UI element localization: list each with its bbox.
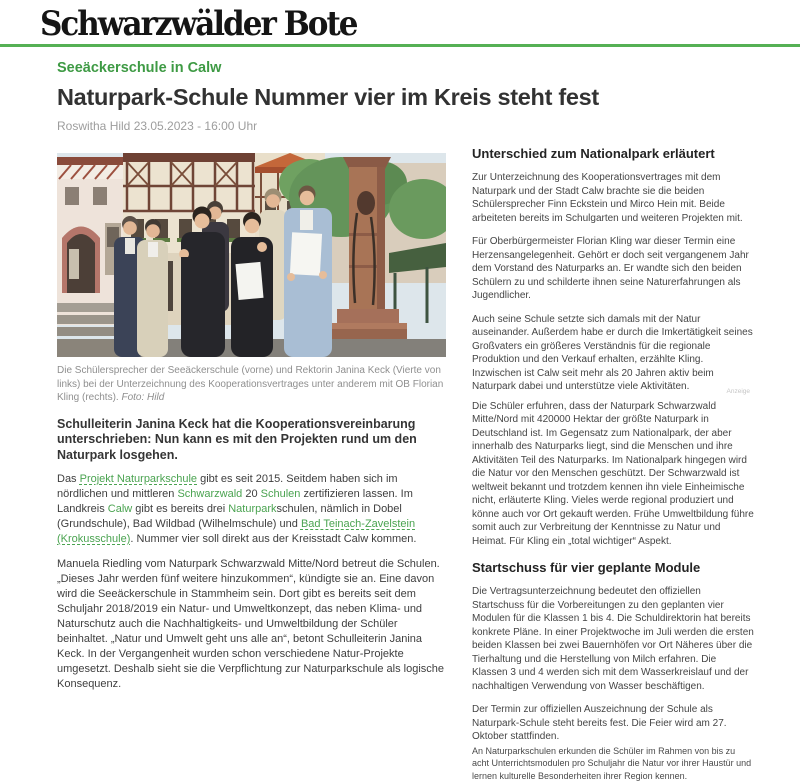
ad-label: Anzeige (472, 388, 750, 396)
paragraph-hektar: Die Schüler erfuhren, dass der Naturpark Schwarzwald Mitte/Nord mit 420000 Hektar der größte Naturpark in Deutschland ist. Im Gegensatz zum Nationalpark, der aber innerhalb des Naturparks liegt, sind die Menschen und ihre Aktivitäten Teil des Naturparks. Im Nationalpark hingegen wird die Natur vor den Menschen geschützt. Der Schwarzwald ist weltweit bekannt und trotzdem kennen ihn viele Einheimische nicht, erläuterte Kling. Vieles werde regional produziert und könne auch vor Ort gekauft werden. Frühe Umweltbildung führe somit auch zur Verbreitung der Kenntnisse zu Natur und Heimat. Für Kling ein „total wichtiger“ Aspekt. (472, 400, 754, 549)
lead-paragraph: Schulleiterin Janina Keck hat die Kooperationsvereinbarung unterschrieben: Nun kann es mit den Projekten rund um den Naturpark losgehen. (57, 417, 446, 464)
byline: Roswitha Hild 23.05.2023 - 16:00 Uhr (57, 119, 768, 133)
article-columns (57, 138, 768, 782)
newspaper-logo[interactable]: Schwarzwälder Bote (40, 5, 357, 44)
inline-link[interactable]: Calw (108, 503, 132, 515)
inline-link[interactable]: Bad Teinach-Zavelstein (Krokusschule) (57, 518, 415, 545)
left-column (57, 138, 446, 702)
right-column (472, 138, 768, 782)
inline-link[interactable]: Projekt Naturparkschule (80, 473, 197, 485)
subheading-startschuss: Startschuss für vier geplante Module (472, 560, 754, 575)
article (0, 47, 800, 782)
article-photo (57, 153, 446, 357)
article-figure (57, 153, 446, 405)
paragraph-info-note: An Naturparkschulen erkunden die Schüler im Rahmen von bis zu acht Unterrichtsmodulen pro Schuljahr die Natur vor ihrer Haustür und lernen kulturelle Besonderheiten ihrer Region kennen. (472, 745, 754, 782)
photo-credit: Foto: Hild (121, 392, 164, 403)
subheading-nationalpark: Unterschied zum Nationalpark erläutert (472, 146, 754, 161)
page-title: Naturpark-Schule Nummer vier im Kreis steht fest (57, 84, 768, 110)
inline-link[interactable]: Naturpark (228, 503, 276, 515)
photo-caption (57, 364, 446, 405)
paragraph-naturparkschule: Das Projekt Naturparkschule gibt es seit 2015. Seitdem haben sich im nördlichen und mittleren Schwarzwald 20 Schulen zertifizieren lassen. Im Landkreis Calw gibt es bereits drei Naturparkschulen, nämlich in Dobel (Grundschule), Bad Wildbad (Wilhelmschule) und Bad Teinach-Zavelstein (Krokusschule). Nummer vier soll direkt aus der Kreisstadt Calw kommen. (57, 472, 446, 547)
paragraph-schule-natur: Auch seine Schule setzte sich damals mit der Natur auseinander. Außerdem habe er durch die Imkertätigkeit seines Großvaters ein größeres Verständnis für die regionale Produktion und den Verkauf erhalten, erzählte Kling. Inzwischen ist Calw seit mehr als 20 Jahren aktiv beim Naturpark dabei und unterstütze viele Aktivitäten. (472, 313, 754, 394)
paragraph-kling: Für Oberbürgermeister Florian Kling war dieser Termin eine Herzensangelegenheit. Gehört er doch seit vergangenem Jahr dem Vorstand des Naturparks an. Er wandte sich den beiden Schülern zu und schilderte ihnen seine Naturerfahrungen als Jugendlicher. (472, 235, 754, 303)
masthead (0, 0, 800, 44)
paragraph-module: Die Vertragsunterzeichnung bedeutet den offiziellen Startschuss für die Vorbereitungen zu den geplanten vier Modulen für die Klassen 1 bis 4. Die Schuldirektorin hat bereits konkrete Pläne. In einer Projektwoche im Juli werden die ersten beiden Klassen bei zwei Bauernhöfen vor Ort Näheres über die Tierhaltung und die Herstellung von Milch erfahren. Die Klassen 3 und 4 werden sich mit dem Wasserkreislauf und der nachhaltigen Verwendung von Wasser beschäftigen. (472, 585, 754, 693)
photo-caption-text: Die Schülersprecher der Seeäckerschule (vorne) und Rektorin Janina Keck (Vierte von links) bei der Unterzeichnung des Kooperationsvertrages unter anderem mit OB Florian Kling (rechts). (57, 365, 443, 403)
paragraph-unterzeichnung: Zur Unterzeichnung des Kooperationsvertrages mit dem Naturpark und der Stadt Calw brachte sie die beiden Schülersprecher Finn Eckstein und Mirco Hein mit. Beide arbeiteten bereits im Schulgarten und weiteren Projekten mit. (472, 171, 754, 225)
inline-link[interactable]: Schulen (261, 488, 301, 500)
inline-link[interactable]: Schwarzwald (177, 488, 242, 500)
paragraph-riedling: Manuela Riedling vom Naturpark Schwarzwald Mitte/Nord betreut die Schulen. „Dieses Jahr werden fünf weitere hinzukommen“, kündigte sie an. Eine davon wird die Seeäckerschule in Stammheim sein. Dort gibt es bereits seit dem Schuljahr 2018/2019 ein Natur- und Umweltkonzept, das neben Klima- und Naturschutz auch die Nachhaltigkeits- und Umweltbildung der Schüler beinhaltet. „Natur und Umwelt geht uns alle an“, betont Schulleiterin Janina Keck. In der Vergangenheit wurden schon verschiedene Natur-Projekte umgesetzt. Deshalb sieht sie die Verpflichtung zur Naturparkschule als logische Konsequenz. (57, 557, 446, 692)
kicker-link[interactable]: Seeäckerschule in Calw (57, 60, 221, 76)
paragraph-termin: Der Termin zur offiziellen Auszeichnung der Schule als Naturpark-Schule steht bereits fest. Die Feier wird am 27. Oktober stattfinden. (472, 703, 754, 744)
